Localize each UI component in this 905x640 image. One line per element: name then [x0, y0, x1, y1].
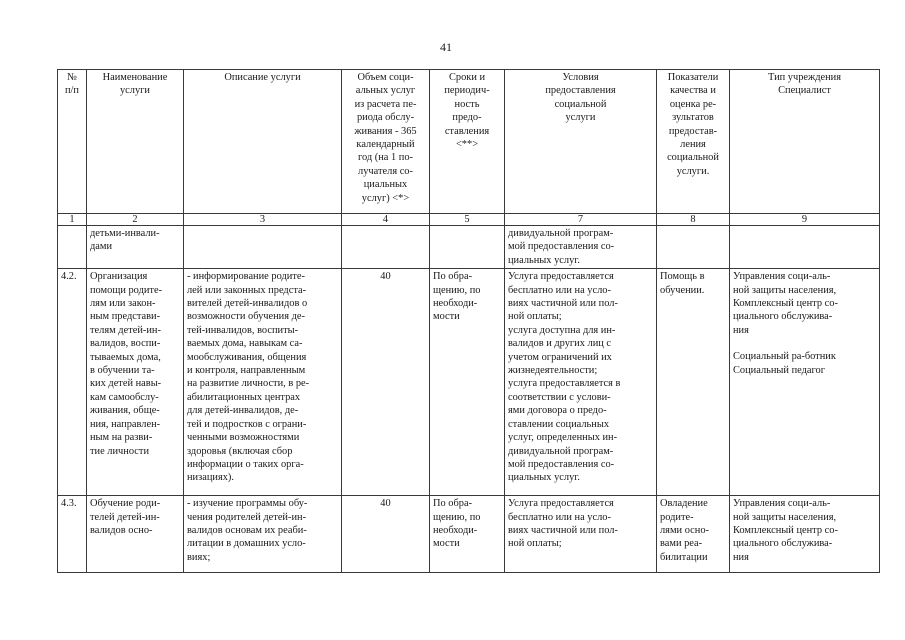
cell-institution: Управления соци-аль- ной защиты населения, Комплексный центр со- циального обслужива- ния	[730, 496, 880, 573]
cell-conditions: Услуга предоставляется бесплатно или на усло- виях частичной или пол- ной оплаты; услуга доступна для ин- валидов и других лиц с учетом ограничений их жизнедеятельности; услуга предоставляется в соответствии с услови- ями договора о предо- ставлении социальных услуг, определенных ин- дивидуальной програм- мой предоставления со- циальных услуг.	[505, 269, 657, 496]
cell-volume: 40	[342, 269, 430, 496]
cell-quality	[657, 226, 730, 269]
cell-periodicity: По обра- щению, по необходи- мости	[430, 269, 505, 496]
header-number: № п/п	[58, 70, 87, 214]
header-description: Описание услуги	[184, 70, 342, 214]
social-services-table	[57, 69, 880, 573]
header-quality: Показатели качества и оценка ре- зультатов предостав- ления социальной услуги.	[657, 70, 730, 214]
page-number: 41	[440, 40, 452, 54]
cell-description	[184, 226, 342, 269]
cell-quality: Овладение родите- лями осно- вами реа- билитации	[657, 496, 730, 573]
cell-volume: 40	[342, 496, 430, 573]
specialist-text: Социальный ра-ботник Социальный педагог	[733, 351, 836, 376]
column-number: 8	[657, 214, 730, 226]
column-number: 9	[730, 214, 880, 226]
cell-number: 4.3.	[58, 496, 87, 573]
header-service-name: Наименование услуги	[87, 70, 184, 214]
cell-periodicity	[430, 226, 505, 269]
cell-description: - информирование родите- лей или законных предста- вителей детей-инвалидов о возможности обучения де- тей-инвалидов, воспиты- ваемых дома, навыкам са- мообслуживания, общения и контроля, направленным на развитие личности, в ре- абилитационных центрах для детей-инвалидов, де- тей и подростков с ограни- ченными возможностями здоровья (включая сбор информации о таких орга- низациях).	[184, 269, 342, 496]
cell-service-name: Организация помощи родите- лям или закон- ным представи- телям детей-ин- валидов, воспи- тываемых дома, в обучении та- ких детей навы- кам самообслу- живания, обще- ния, направлен- ным на разви- тие личности	[87, 269, 184, 496]
table-row	[58, 269, 880, 496]
cell-volume	[342, 226, 430, 269]
cell-conditions: Услуга предоставляется бесплатно или на усло- виях частичной или пол- ной оплаты;	[505, 496, 657, 573]
header-conditions: Условия предоставления социальной услуги	[505, 70, 657, 214]
cell-periodicity: По обра- щению, по необходи- мости	[430, 496, 505, 573]
header-periodicity: Сроки и периодич- ность предо- ставления <**>	[430, 70, 505, 214]
cell-number: 4.2.	[58, 269, 87, 496]
column-number-row	[58, 214, 880, 226]
column-number: 4	[342, 214, 430, 226]
header-institution: Тип учреждения Специалист	[730, 70, 880, 214]
column-number: 2	[87, 214, 184, 226]
cell-description: - изучение программы обу- чения родителей детей-ин- валидов основам их реаби- литации в домашних усло- виях;	[184, 496, 342, 573]
column-number: 3	[184, 214, 342, 226]
header-volume: Объем соци- альных услуг из расчета пе- риода обслу- живания - 365 календарный год (на 1 по- лучателя со- циальных услуг) <*>	[342, 70, 430, 214]
cell-service-name: детьми-инвали- дами	[87, 226, 184, 269]
column-number: 1	[58, 214, 87, 226]
header-row	[58, 70, 880, 214]
column-number: 5	[430, 214, 505, 226]
table-row	[58, 226, 880, 269]
column-number: 7	[505, 214, 657, 226]
cell-service-name: Обучение роди- телей детей-ин- валидов осно-	[87, 496, 184, 573]
cell-institution	[730, 269, 880, 496]
cell-conditions: дивидуальной програм- мой предоставления со- циальных услуг.	[505, 226, 657, 269]
cell-number	[58, 226, 87, 269]
table-row	[58, 496, 880, 573]
cell-quality: Помощь в обучении.	[657, 269, 730, 496]
cell-institution	[730, 226, 880, 269]
institution-text: Управления соци-аль- ной защиты населения, Комплексный центр со- циального обслужива- ния	[733, 271, 838, 336]
